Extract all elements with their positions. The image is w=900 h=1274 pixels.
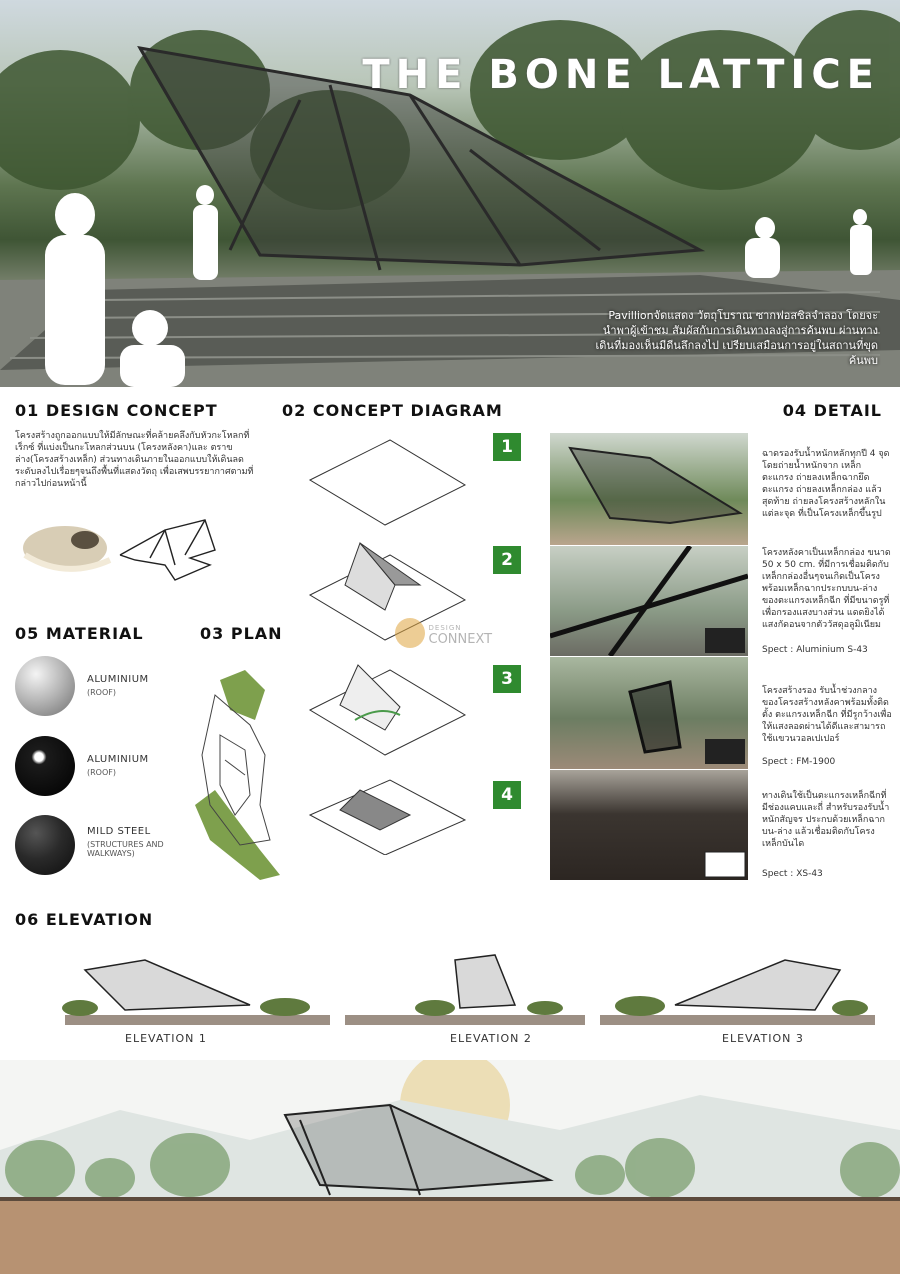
detail-text-4: ทางเดินใช้เป็นตะแกรงเหล็กฉีกที่มีช่องแคบและถี่ สำหรับรองรับน้ำหนักสัญจร ประกบด้วยเหล็กฉากบน-ล่าง แล้วเชื่อมติดกับโครงเหล็กบันได — [762, 791, 890, 849]
detail-photo-4 — [550, 770, 748, 880]
section-drawing — [0, 1060, 900, 1274]
watermark-line1: DESIGN — [428, 623, 462, 632]
material-sub-2: (ROOF) — [87, 768, 116, 777]
material-sub-1: (ROOF) — [87, 688, 116, 697]
material-name-3: MILD STEEL — [87, 826, 151, 837]
material-name-2: ALUMINIUM — [87, 754, 149, 765]
step-2-badge: 2 — [493, 546, 521, 574]
plan-heading: 03 PLAN — [200, 624, 283, 643]
material-sub-3: (STRUCTURES AND WALKWAYS) — [87, 840, 164, 858]
material-heading: 05 MATERIAL — [15, 624, 144, 643]
detail-photo-2 — [550, 546, 748, 656]
hero-render — [0, 0, 900, 387]
elevation-label-2: ELEVATION 2 — [450, 1032, 532, 1045]
material-swatch-3 — [15, 815, 75, 875]
watermark-logo-icon — [395, 618, 425, 648]
detail-photo-1 — [550, 433, 748, 545]
detail-spec-2: Spect : Aluminium S-43 — [762, 645, 868, 655]
page-title: THE BONE LATTICE — [362, 52, 880, 98]
step-3-badge: 3 — [493, 665, 521, 693]
step-4-badge: 4 — [493, 781, 521, 809]
skull-illustration — [15, 510, 225, 585]
detail-heading: 04 DETAIL — [782, 401, 882, 420]
elevation-heading: 06 ELEVATION — [15, 910, 154, 929]
detail-text-2: โครงหลังคาเป็นเหล็กกล่อง ขนาด 50 x 50 cm. ที่มีการเชื่อมติดกับเหล็กกล่องอื่นๆจนเกิดเป็นโครง พร้อมเหล็กฉากประกบบน-ล่างของตะแกรงเหล็กฉีก ที่มีขนาดรูที่เพื่อกรองแสงบางส่วน แดดยิงได้แสงกัดอนจากตัววัสดุอลูมิเนียม — [762, 548, 891, 630]
detail-text-3: โครงสร้างรอง รับน้ำช่วงกลางของโครงสร้างหลังคาพร้อมทั้งติดตั้ง ตะแกรงเหล็กฉีก ที่มีรูกว้างเพื่อให้แสงลอดผ่านได้ดีและสามารถใช้แขวนวอลเปเปอร์ — [762, 686, 892, 744]
watermark-line2: CONNEXT — [428, 631, 493, 647]
detail-spec-3: Spect : FM-1900 — [762, 757, 836, 767]
detail-spec-4: Spect : XS-43 — [762, 869, 823, 879]
plan-drawing — [190, 665, 290, 885]
step-1-badge: 1 — [493, 433, 521, 461]
concept-diagram-heading: 02 CONCEPT DIAGRAM — [282, 401, 503, 420]
elevation-drawings — [15, 950, 885, 1030]
design-concept-heading: 01 DESIGN CONCEPT — [15, 401, 218, 420]
elevation-label-1: ELEVATION 1 — [125, 1032, 207, 1045]
material-swatch-2 — [15, 736, 75, 796]
elevation-label-3: ELEVATION 3 — [722, 1032, 804, 1045]
material-name-1: ALUMINIUM — [87, 674, 149, 685]
design-concept-text: โครงสร้างถูกออกแบบให้มีลักษณะที่คล้ายคลึงกับหัวกะโหลกที่เร็กซ์ ที่แบ่งเป็นกะโหลกส่วนบน (โครงหลังคา)และ ตราขล่าง(โครงสร้างเหล็ก) ส่วนทางเดินภายในออกแบบให้เดินลดระดับลงไปเรื่อยๆจนถึงพื้นที่แสดงวัตถุ เพื่อเสพบรรยากาศตามที่กล่าวไปก่อนหน้านี้ — [15, 431, 254, 489]
hero-caption: Pavillionจัดแสดง วัตถุโบราณ ซากฟอสซิลจำลอง โดยจะนำพาผู้เข้าชม สัมผัสกับการเดินทางลงสู่การค้นพบ ผ่านทางเดินที่มองเห็นมีดีนลึกลงไป เปรียบเสมือนการอยู่ในสถานที่ขุดค้นพบ — [595, 309, 878, 367]
material-swatch-1 — [15, 656, 75, 716]
detail-text-1: ฉาดรองรับน้ำหนักหลักทุกปี 4 จุด โดยถ่ายน้ำหนักจาก เหล็กตะแกรง ถ่ายลงเหล็กฉากยึดตะแกรง ถ่ายลงเหล็กกล่อง แล้วสุดท้าย ถ่ายลงโครงสร้างหลักในแต่ละจุด ที่เป็นโครงเหล็กขึ้นรูป — [762, 449, 890, 519]
watermark — [395, 618, 492, 648]
detail-photo-3 — [550, 657, 748, 769]
